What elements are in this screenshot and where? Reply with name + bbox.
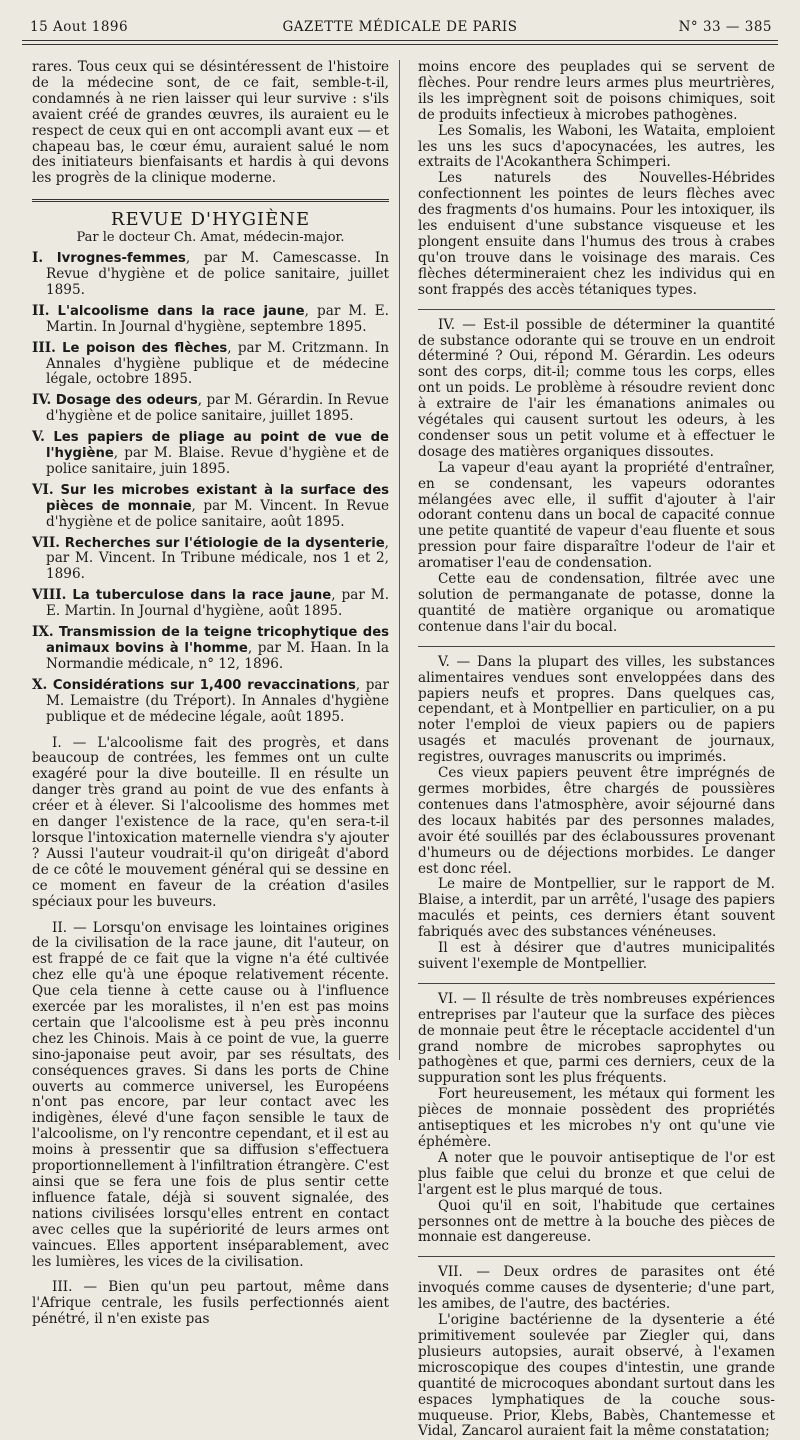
- toc-item: IX. Transmission de la teigne tricophytique des animaux bovins à l'homme, par M. Haan. In la Normandie médicale, n° 12, 1896.: [32, 624, 389, 672]
- body-paragraph: Les naturels des Nouvelles-Hébrides confectionnent les pointes de leurs flèches avec des fragments d'os humains. Pour les intoxiquer, ils les enduisent d'une substance visqueuse et les plongent ensuite dans l'humus des trous à crabes qu'on trouve dans le voisinage des marais. Ces flèches détermineraient chez les individus qui en sont frappés des accès tétaniques types.: [418, 170, 775, 298]
- column-divider: [399, 60, 400, 1060]
- section-divider: [418, 1256, 775, 1257]
- toc-item: I. Ivrognes-femmes, par M. Camescasse. In Revue d'hygiène et de police sanitaire, juillet 1895.: [32, 250, 389, 298]
- header-rule: [22, 44, 778, 45]
- body-paragraph: Fort heureusement, les métaux qui forment les pièces de monnaie possèdent des propriétés antiseptiques et les microbes n'y ont qu'une vie éphémère.: [418, 1086, 775, 1150]
- body-paragraph: Quoi qu'il en soit, l'habitude que certaines personnes ont de mettre à la bouche des pièces de monnaie est dangereuse.: [418, 1197, 775, 1246]
- review-toc: [32, 251, 389, 725]
- right-column: [418, 60, 775, 1440]
- body-paragraph: A noter que le pouvoir antiseptique de l'or est plus faible que celui du bronze et que celui de l'argent est le plus marqué de tous.: [418, 1149, 775, 1198]
- section-iii-continued: moins encore des peuplades qui se servent de flèches. Pour rendre leurs armes plus meurtrières, ils les imprègnent soit de poisons chimiques, soit de produits infectieux à microbes pathogènes.: [418, 59, 775, 123]
- section-vii-paragraph: VII. — Deux ordres de parasites ont été invoqués comme causes de dysenterie; d'une part, les amibes, de l'autre, des bactéries.: [418, 1264, 775, 1313]
- toc-item: V. Les papiers de pliage au point de vue de l'hygiène, par M. Blaise. Revue d'hygiène et de police sanitaire, juin 1895.: [32, 429, 389, 477]
- body-paragraph: Il est à désirer que d'autres municipalités suivent l'exemple de Montpellier.: [418, 940, 775, 972]
- section-i-paragraph: I. — L'alcoolisme fait des progrès, et dans beaucoup de contrées, les femmes ont un culte exagéré pour la dive bouteille. Il en résulte un danger très grand au point de vue des enfants à créer et à élever. Si l'alcoolisme des hommes met en danger l'existence de la race, qu'en sera-t-il lorsque l'intoxication maternelle viendra s'y ajouter ? Aussi l'auteur voudrait-il qu'on dirigeât d'abord de ce côté le mouvement général qui se dessine en ce moment en faveur de la création d'asiles spéciaux pour les buveurs.: [32, 734, 389, 910]
- body-paragraph: L'origine bactérienne de la dysenterie a été primitivement soulevée par Ziegler qui, dans plusieurs autopsies, aurait observé, à l'examen microscopique des coupes d'intestin, une grande quantité de microcoques abondant surtout dans les espaces lymphatiques de la couche sous-muqueuse. Prior, Klebs, Babès, Chantemesse et Vidal, Zancarol auraient fait la même constatation;: [418, 1312, 775, 1440]
- toc-item: VII. Recherches sur l'étiologie de la dysenterie, par M. Vincent. In Tribune médicale, nos 1 et 2, 1896.: [32, 534, 389, 583]
- toc-item: III. Le poison des flèches, par M. Critzmann. In Annales d'hygiène publique et de médecine légale, octobre 1895.: [32, 339, 389, 388]
- section-divider: [418, 983, 775, 984]
- header-page-number: N° 33 — 385: [678, 19, 772, 35]
- review-author: Par le docteur Ch. Amat, médecin-major.: [76, 230, 345, 246]
- header-journal-title: GAZETTE MÉDICALE DE PARIS: [282, 19, 518, 35]
- section-iii-paragraph: III. — Bien qu'un peu partout, même dans l'Afrique centrale, les fusils perfectionnés aient pénétré, il n'en existe pas: [32, 1279, 389, 1328]
- section-iv-paragraph: IV. — Est-il possible de déterminer la quantité de substance odorante qui se trouve en un endroit déterminé ? Oui, répond M. Gérardin. Les odeurs sont des corps, dit-il; comme tous les corps, elles ont un poids. Le problème à résoudre revient donc à extraire de l'air les émanations animales ou végétales qui causent surtout les odeurs, à les condenser sous un petit volume et à effectuer le dosage des matières organiques dissoutes.: [418, 316, 775, 460]
- toc-item: VI. Sur les microbes existant à la surface des pièces de monnaie, par M. Vincent. In Revue d'hygiène et de police sanitaire, août 1895.: [32, 481, 390, 530]
- toc-item: II. L'alcoolisme dans la race jaune, par M. E. Martin. In Journal d'hygiène, septembre 1895.: [32, 302, 389, 335]
- page-header: [22, 14, 778, 41]
- toc-item: X. Considérations sur 1,400 revaccinations, par M. Lemaistre (du Tréport). In Annales d'hygiène publique et de médecine légale, août 1895.: [32, 676, 390, 725]
- body-paragraph: Le maire de Montpellier, sur le rapport de M. Blaise, a interdit, par un arrêté, l'usage des papiers maculés et peints, ces derniers étant souvent fabriqués avec des substances vénéneuses.: [418, 876, 775, 941]
- header-date: 15 Aout 1896: [30, 19, 129, 35]
- left-column: [32, 60, 389, 1328]
- section-separator: [32, 199, 389, 202]
- toc-item: VIII. La tuberculose dans la race jaune, par M. E. Martin. In Journal d'hygiène, août 1895.: [32, 587, 390, 620]
- body-paragraph: Ces vieux papiers peuvent être imprégnés de germes morbides, être chargés de poussières contenues dans l'atmosphère, avoir séjourné dans des locaux habités par des personnes malades, avoir été souillés par des éclaboussures provenant d'humeurs ou de déjections morbides. Le danger est donc réel.: [418, 765, 775, 877]
- section-v-paragraph: V. — Dans la plupart des villes, les substances alimentaires vendues sont enveloppées dans des papiers neufs et propres. Dans quelques cas, cependant, et à Montpellier en particulier, on a pu noter l'emploi de vieux papiers ou de papiers usagés et maculés provenant de journaux, registres, ouvrages manuscrits ou imprimés.: [418, 653, 775, 766]
- body-paragraph: Les Somalis, les Waboni, les Wataita, emploient les uns les sucs d'apocynacées, les autres, les extraits de l'Acokanthera Schimperi.: [418, 122, 775, 171]
- body-paragraph: La vapeur d'eau ayant la propriété d'entraîner, en se condensant, les vapeurs odorantes mélangées avec elle, il suffit d'ajouter à l'air odorant contenu dans un bocal de capacité connue une petite quantité de vapeur d'eau fluente et sous pression pour faire disparaître l'odeur de l'air et aromatiser l'eau de condensation.: [418, 459, 775, 572]
- toc-item: IV. Dosage des odeurs, par M. Gérardin. In Revue d'hygiène et de police sanitaire, juillet 1895.: [32, 392, 389, 425]
- section-ii-paragraph: II. — Lorsqu'on envisage les lointaines origines de la civilisation de la race jaune, dit l'auteur, on est frappé de ce fait que la vigne n'a été cultivée chez elle qu'à une époque relativement récente. Que cela tienne à cette cause ou à l'influence exercée par les moralistes, il n'en est pas moins certain que l'alcoolisme est à peu près inconnu chez les Chinois. Mais à ce point de vue, la guerre sino-japonaise peut avoir, par ses résultats, des conséquences graves. Si dans les ports de Chine ouverts au commerce universel, les Européens n'ont pas encore, par leur contact avec les indigènes, élevé d'une façon sensible le taux de l'alcoolisme, on l'y rencontre cependant, et il est au moins à pressentir que sa diffusion s'effectuera proportionnellement à l'infiltration étrangère. C'est ainsi que se fera une fois de plus sentir cette influence fatale, déjà si souvent signalée, des nations civilisées lorsqu'elles entrent en contact avec celles que la supériorité de leurs armes ont vaincues. Elles apportent inséparablement, avec les lumières, les vices de la civilisation.: [32, 919, 389, 1270]
- intro-paragraph: rares. Tous ceux qui se désintéressent de l'histoire de la médecine sont, de ce fait, semble-t-il, condamnés à ne rien laisser qui leur survive : s'ils avaient créé de grandes œuvres, ils auraient eu le respect de ceux qui en ont accompli avant eux — et chapeau bas, le cœur ému, auraient salué le nom des initiateurs bienfaisants et hardis à qui devons les progrès de la clinique moderne.: [32, 59, 389, 187]
- review-title: REVUE D'HYGIÈNE: [110, 209, 311, 231]
- body-paragraph: Cette eau de condensation, filtrée avec une solution de permanganate de potasse, donne la quantité de matière organique ou aromatique contenue dans l'air du bocal.: [418, 571, 775, 635]
- section-vi-paragraph: VI. — Il résulte de très nombreuses expériences entreprises par l'auteur que la surface des pièces de monnaie peut être le réceptacle accidentel d'un grand nombre de microbes saprophytes ou pathogènes et que, parmi ces derniers, ceux de la suppuration sont les plus fréquents.: [418, 990, 775, 1087]
- section-divider: [418, 646, 775, 647]
- section-divider: [418, 309, 775, 310]
